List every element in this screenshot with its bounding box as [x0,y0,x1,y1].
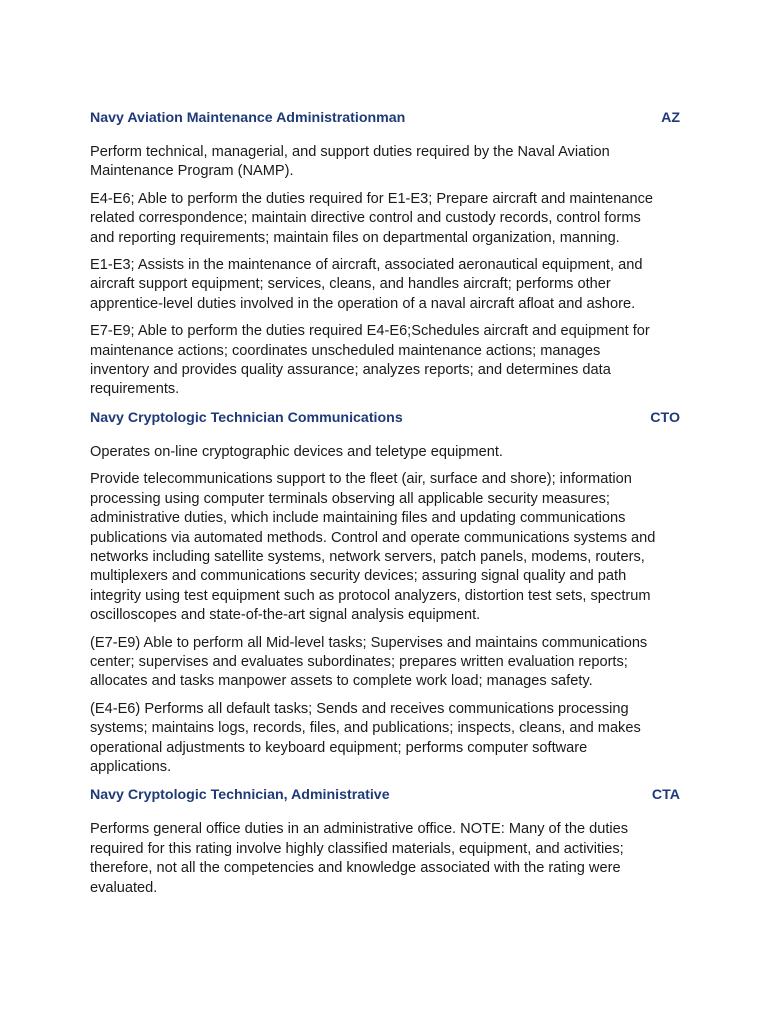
paragraph: (E7-E9) Able to perform all Mid-level tasks; Supervises and maintains communications center; supervises and evaluates subordinates; prepares written evaluation reports; allocates and tasks manpower assets to complete work load; manages safety. [90,634,648,690]
rating-code: AZ [661,110,680,126]
paragraph: E7-E9; Able to perform the duties required E4-E6;Schedules aircraft and equipment for maintenance actions; coordinates unscheduled maintenance actions; manages inventory and provides quality assurance; analyzes reports; and determines data requirements. [90,323,650,398]
section-header [90,408,680,428]
rating-section-cta [90,785,680,898]
rating-section-az [90,108,680,400]
rating-code: CTO [650,409,680,426]
section-header [90,785,680,805]
paragraph: E4-E6; Able to perform the duties required for E1-E3; Prepare aircraft and maintenance related correspondence; maintain directive control and custody records, control forms and reporting requirements; maintain files on departmental organization, manning. [90,190,653,246]
paragraph: Operates on-line cryptographic devices and teletype equipment. [90,443,503,460]
document-page [90,108,680,906]
rating-section-cto [90,408,680,778]
section-title: Navy Cryptologic Technician Communications [90,409,403,426]
paragraph: Performs general office duties in an administrative office. NOTE: Many of the duties required for this rating involve highly classified materials, equipment, and activities; therefore, not all the competencies and knowledge associated with the rating were evaluated. [90,821,629,896]
section-header [90,108,680,128]
section-title: Navy Cryptologic Technician, Administrative [90,787,390,804]
section-title: Navy Aviation Maintenance Administrationman [90,110,406,126]
paragraph: Perform technical, managerial, and support duties required by the Naval Aviation Maintenance Program (NAMP). [90,144,610,180]
paragraph: (E4-E6) Performs all default tasks; Sends and receives communications processing systems; maintains logs, records, files, and publications; inspects, cleans, and makes operational adjustments to keyboard equipment; performs computer software applications. [90,700,641,775]
paragraph: Provide telecommunications support to the fleet (air, surface and shore); information processing using computer terminals observing all applicable security measures; administrative duties, which include maintaining files and updating communications publications via automated methods. Control and operate communications systems and networks including satellite systems, network servers, patch panels, modems, routers, multiplexers and communications security devices; assuring signal quality and path integrity using test equipment such as protocol analyzers, distortion test sets, spectrum oscilloscopes and state-of-the-art signal analysis equipment. [90,471,656,624]
rating-code: CTA [651,787,680,804]
paragraph: E1-E3; Assists in the maintenance of aircraft, associated aeronautical equipment, and aircraft support equipment; services, cleans, and handles aircraft; performs other apprentice-level duties involved in the operation of a naval aircraft afloat and ashore. [90,257,643,312]
